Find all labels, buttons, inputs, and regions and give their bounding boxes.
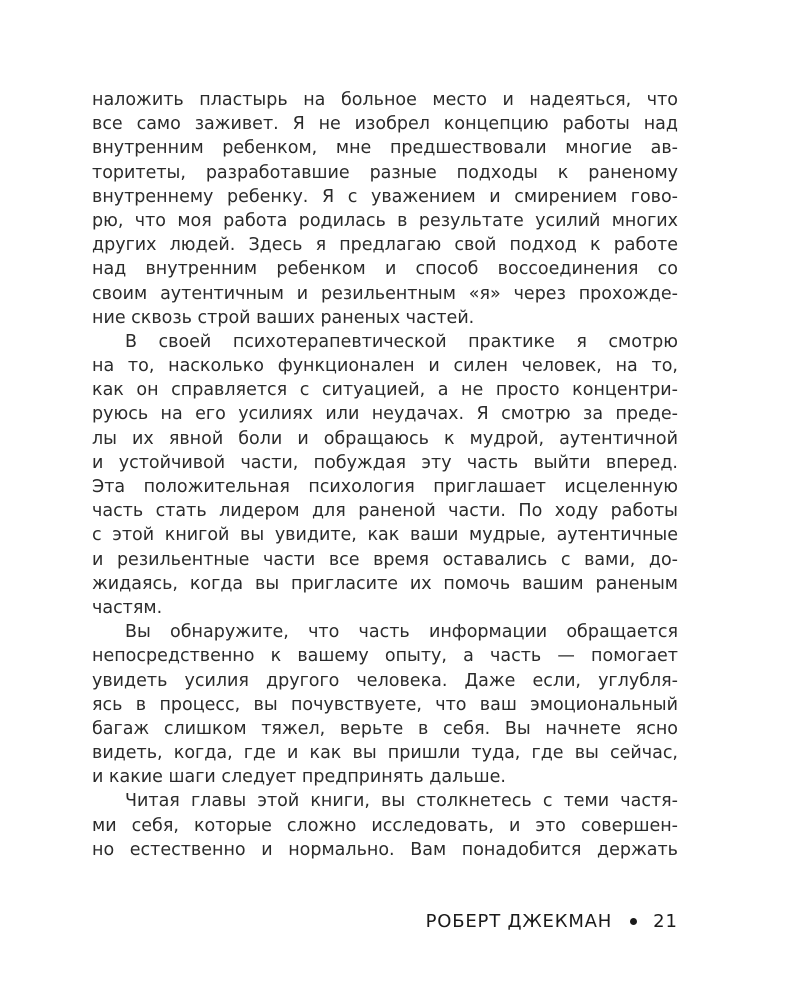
text-line: руюсь на его усилиях или неудачах. Я смотрю за преде- [92,404,678,425]
text-line: внутренним ребенком, мне предшествовали многие ав- [92,138,678,159]
text-line: над внутренним ребенком и способ воссоединения со [92,259,678,280]
text-line: своим аутентичным и резильентным «я» через прохожде- [92,283,678,304]
text-line: Вы обнаружите, что часть информации обращается [125,622,678,643]
text-line: Читая главы этой книги, вы столкнетесь с теми частя- [125,791,678,812]
text-line: жидаясь, когда вы пригласите их помочь вашим раненым [92,573,678,594]
text-line: и какие шаги следует предпринять дальше. [92,767,506,788]
text-line: других людей. Здесь я предлагаю свой подход к работе [92,235,678,256]
text-line: багаж слишком тяжел, верьте в себя. Вы начнете ясно [92,718,678,739]
author-name: РОБЕРТ ДЖЕКМАН [425,911,613,932]
text-line: торитеты, разработавшие разные подходы к раненому [92,162,678,183]
text-line: Эта положительная психология приглашает исцеленную [92,477,678,497]
text-line: лы их явной боли и обращаюсь к мудрой, аутентичной [92,428,678,449]
text-line: и резильентные части все время оставались с вами, до- [92,549,678,570]
text-line: на то, насколько функционален и силен человек, на то, [92,356,678,377]
text-line: внутреннему ребенку. Я с уважением и смирением гово- [92,186,678,207]
text-line: часть стать лидером для раненой части. По ходу работы [92,501,678,522]
text-line: но естественно и нормально. Вам понадобится держать [92,839,678,860]
text-line: с этой книгой вы увидите, как ваши мудрые, аутентичные [92,525,678,546]
text-line: как он справляется с ситуацией, а не просто концентри- [92,380,678,401]
running-footer [426,911,678,932]
text-line: рю, что моя работа родилась в результате усилий многих [92,210,678,231]
text-line: непосредственно к вашему опыту, а часть — помогает [92,646,678,667]
text-line: ми себя, которые сложно исследовать, и это совершен- [92,815,678,836]
text-line: частям. [92,597,163,618]
body-text [92,88,678,862]
text-line: все само заживет. Я не изобрел концепцию работы над [92,114,678,135]
text-line: В своей психотерапевтической практике я смотрю [125,331,678,352]
page-number: 21 [653,911,678,932]
text-line: ясь в процесс, вы почувствуете, что ваш эмоциональный [92,694,678,715]
text-line: ние сквозь строй ваших раненых частей. [92,307,475,328]
text-line: увидеть усилия другого человека. Даже если, углубля- [92,670,678,691]
text-line: наложить пластырь на больное место и надеяться, что [92,90,678,110]
text-line: видеть, когда, где и как вы пришли туда, где вы сейчас, [92,743,678,764]
text-line: и устойчивой части, побуждая эту часть выйти вперед. [92,452,678,473]
bullet-separator-icon [630,918,637,925]
